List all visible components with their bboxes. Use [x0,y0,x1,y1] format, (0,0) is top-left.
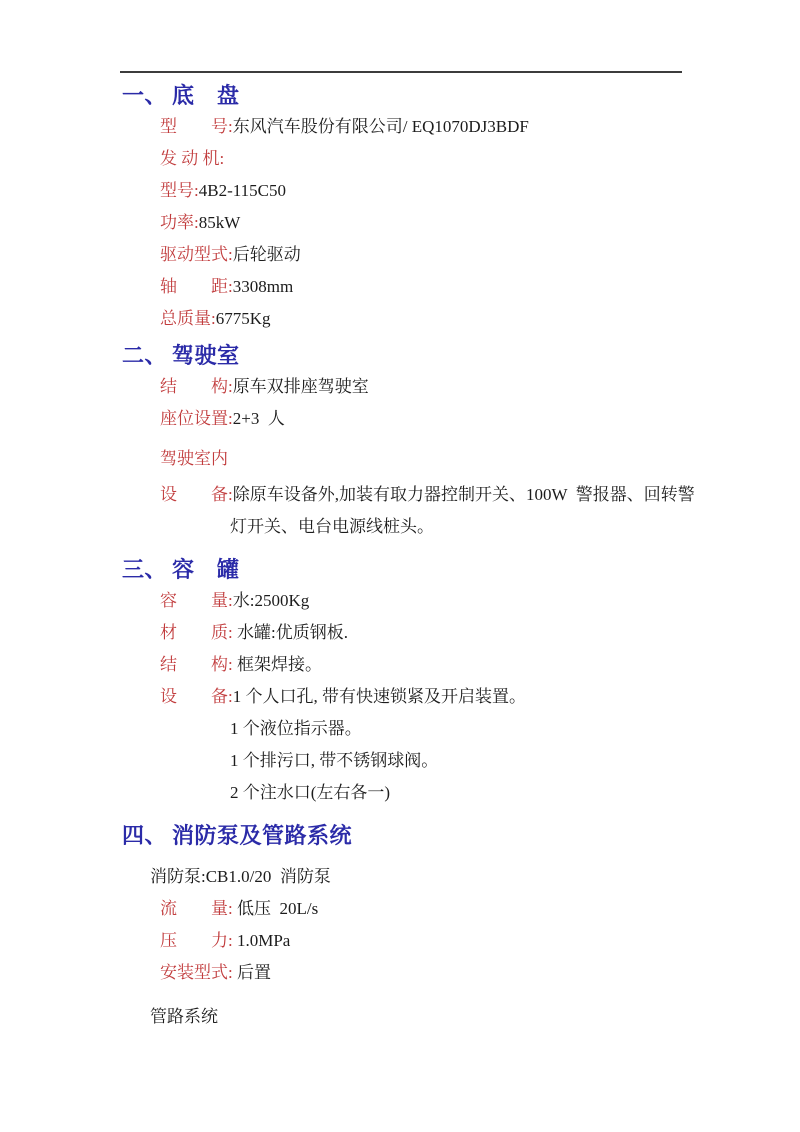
row-tank-equipment [0,681,800,713]
row-gross-weight [0,303,800,335]
field-label: 型 号: [160,117,233,136]
section-number: 四、 [122,823,168,848]
section-number: 三、 [122,557,168,582]
row-cab-equipment-continued [0,511,800,543]
field-label: 容 量: [160,591,233,610]
field-value: 6775Kg [215,309,271,328]
section-number: 一、 [122,83,168,108]
row-wheelbase [0,271,800,303]
row-power [0,207,800,239]
field-value: 管路系统 [150,1007,218,1026]
field-value: 1 个排污口, 带不锈钢球阀。 [230,751,439,770]
field-label: 结 构: [160,377,233,396]
field-label: 型号: [160,181,199,200]
field-label: 座位设置: [160,409,233,428]
section-title: 底 盘 [172,83,240,108]
row-tank-item-fill-ports [0,777,800,809]
section-heading-cab [0,341,800,371]
field-value: 水:2500Kg [232,591,310,610]
field-value: 灯开关、电台电源线桩头。 [230,517,434,536]
field-label: 驱动型式: [160,245,233,264]
field-value: 消防泵:CB1.0/20 消防泵 [150,867,331,886]
row-model [0,111,800,143]
section-heading-pump-piping [0,819,800,853]
section-number: 二、 [122,343,168,368]
row-tank-structure [0,649,800,681]
field-value: 1 个液位指示器。 [230,719,362,738]
field-value: 85kW [198,213,241,232]
row-tank-item-drain [0,745,800,777]
row-engine-model [0,175,800,207]
row-piping-system [0,1001,800,1033]
row-pressure [0,925,800,957]
field-value: 2+3 人 [232,409,285,428]
field-label: 轴 距: [160,277,233,296]
field-value: 1.0MPa [232,931,291,950]
field-value: 框架焊接。 [232,655,322,674]
section-title: 消防泵及管路系统 [172,823,353,848]
field-value: 2 个注水口(左右各一) [230,783,391,802]
section-heading-chassis [0,81,800,111]
row-cab-interior [0,443,800,475]
field-value: 水罐:优质钢板. [232,623,348,642]
field-label: 安装型式: [160,963,233,982]
field-label: 设 备: [160,687,233,706]
row-cab-equipment [0,479,800,511]
field-label: 总质量: [160,309,216,328]
field-value: 后置 [232,963,271,982]
field-value: 后轮驱动 [232,245,301,264]
row-tank-material [0,617,800,649]
field-value: 1 个人口孔, 带有快速锁紧及开启装置。 [232,687,526,706]
row-tank-capacity [0,585,800,617]
field-label: 功率: [160,213,199,232]
section-title: 驾驶室 [172,343,240,368]
top-rule-divider [120,71,682,73]
field-label: 发 动 机: [160,149,225,168]
field-label: 材 质: [160,623,233,642]
row-cab-structure [0,371,800,403]
field-label: 压 力: [160,931,233,950]
row-fire-pump [0,861,800,893]
row-drive-type [0,239,800,271]
section-title: 容 罐 [172,557,240,582]
row-tank-item-level-indicator [0,713,800,745]
section-heading-tank [0,555,800,585]
field-label: 设 备: [160,485,233,504]
field-label: 结 构: [160,655,233,674]
field-value: 3308mm [232,277,294,296]
row-flow [0,893,800,925]
field-value: 东风汽车股份有限公司/ EQ1070DJ3BDF [232,117,529,136]
field-label: 驾驶室内 [160,449,228,468]
field-value: 低压 20L/s [232,899,319,918]
field-value: 原车双排座驾驶室 [232,377,369,396]
field-value: 除原车设备外,加装有取力器控制开关、100W 警报器、回转警 [232,485,695,504]
field-value: 4B2-115C50 [198,181,286,200]
field-label: 流 量: [160,899,233,918]
row-mount-type [0,957,800,989]
row-seats [0,403,800,435]
row-engine [0,143,800,175]
